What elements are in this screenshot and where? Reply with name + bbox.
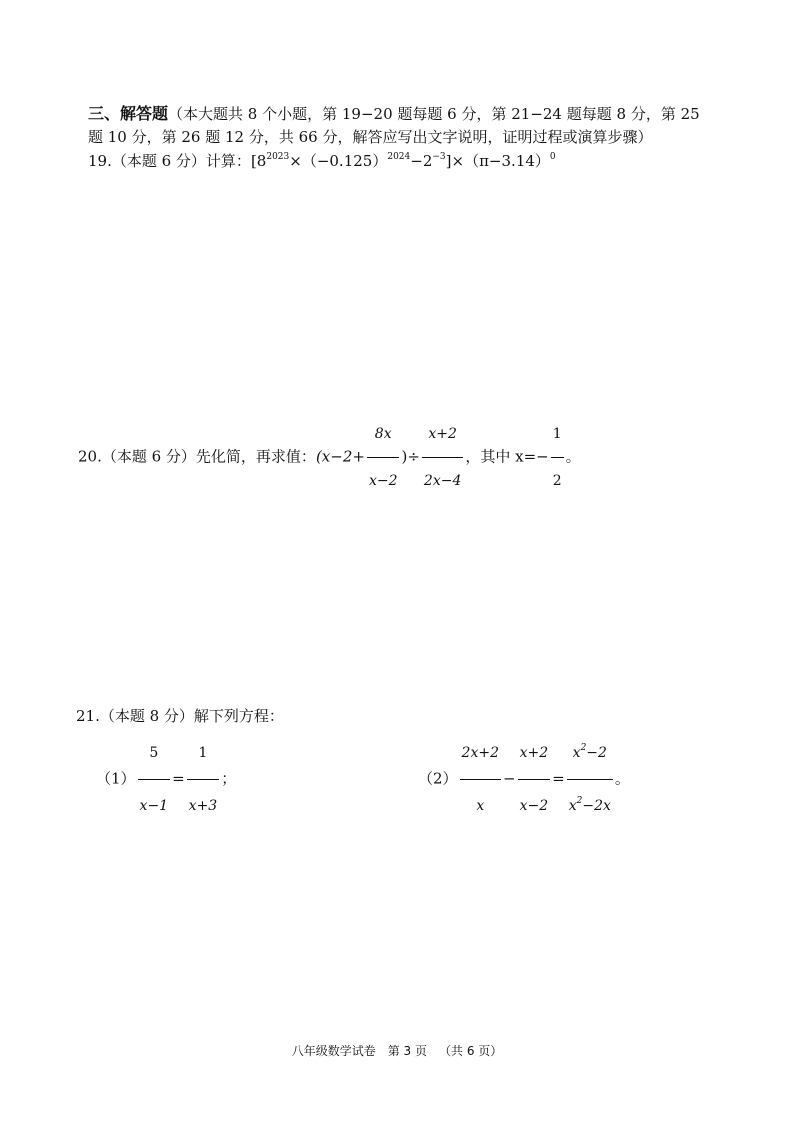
q20-where-clause: ，其中 x=− [465, 447, 549, 466]
q21-part2-term2-denominator: x−2 [518, 779, 551, 831]
section-3-header [88, 104, 700, 124]
footer-total-pages: （共 6 页） [439, 1044, 503, 1058]
q21-part2-minus: − [503, 769, 516, 788]
q21-part2-term2-numerator: x+2 [519, 745, 549, 761]
q20-paren-close-divide: )÷ [401, 447, 420, 466]
question-20-prefix: 20.（本题 6 分）先化简，再求值： [78, 447, 316, 466]
q19-term-neg-0125: ×（−0.125） [289, 152, 388, 170]
section-3-instructions-line1: （本大题共 8 个小题，第 19−20 题每题 6 分，第 21−24 题每题 8 分，第 25 [168, 105, 700, 123]
footer-page-number: 第 3 页 [387, 1044, 427, 1058]
section-3-instructions-line2: 题 10 分，第 26 题 12 分，共 66 分，解答应写出文字说明，证明过程或演算步骤） [88, 128, 653, 146]
q21-part1-rhs-fraction [187, 728, 220, 831]
q21-part2-rhs-fraction [567, 728, 613, 831]
q20-fraction-2-numerator: x+2 [428, 426, 457, 442]
q21-part2-term1-numerator: 2x+2 [461, 745, 499, 761]
q19-exponent-2024: 2024 [387, 152, 411, 162]
q21-part2-rhs-denominator [567, 779, 613, 831]
section-3-title: 三、解答题 [88, 104, 169, 123]
q21-part1-label: （1） [96, 769, 136, 788]
q21-part2-term1-denominator: x [460, 779, 501, 831]
q21-part2-equals: = [552, 769, 565, 788]
q20-fraction-8x-numerator: 8x [374, 426, 392, 442]
q19-exponent-neg3: −3 [432, 152, 446, 162]
q21-rhs-num-tail: −2 [586, 745, 607, 761]
question-19-prefix: 19.（本题 6 分）计算： [88, 152, 251, 170]
question-21-part-1 [96, 728, 236, 831]
q20-end-mark: 。 [565, 447, 581, 466]
q19-exponent-2023: 2023 [266, 152, 290, 162]
page-footer [0, 1042, 794, 1059]
q20-fraction-half-denominator: 2 [551, 457, 564, 503]
q21-part2-term1-fraction [460, 728, 501, 831]
q21-part2-term2-fraction [518, 728, 551, 831]
q19-exponent-zero: 0 [549, 152, 556, 162]
q21-part2-end: 。 [614, 769, 630, 788]
q20-fraction-2-denominator: 2x−4 [422, 457, 463, 503]
q20-fraction-half-numerator: 1 [552, 426, 562, 442]
q19-bracket-open: [8 [250, 152, 267, 170]
q21-part1-end: ； [221, 769, 237, 788]
q21-part2-rhs-numerator [567, 728, 613, 779]
q20-fraction-half [551, 412, 564, 503]
q20-fraction-x-plus-2 [422, 412, 463, 503]
q20-fraction-8x [367, 412, 400, 503]
q21-part2-label: （2） [418, 769, 458, 788]
q20-fraction-8x-denominator: x−2 [367, 457, 400, 503]
question-21-part-2 [418, 728, 630, 831]
q21-part1-lhs-denominator: x−1 [138, 779, 171, 831]
q21-rhs-den-base: x [568, 798, 577, 814]
question-21: 21.（本题 8 分）解下列方程： [76, 707, 284, 725]
q21-rhs-den-tail: −2x [582, 798, 611, 814]
question-20 [78, 412, 581, 503]
question-19 [88, 151, 556, 171]
q21-rhs-num-base: x [572, 745, 581, 761]
q21-part1-equals: = [172, 769, 185, 788]
q21-part1-lhs-numerator: 5 [149, 745, 159, 761]
q21-rhs-den-exp: 2 [576, 796, 583, 806]
q19-term-2: −2 [410, 152, 433, 170]
q19-bracket-close-pi: ]×（π−3.14） [445, 152, 550, 170]
q21-part1-rhs-numerator: 1 [198, 745, 208, 761]
q21-rhs-num-exp: 2 [580, 743, 587, 753]
q20-paren-open: (x−2+ [315, 447, 365, 466]
q21-part1-rhs-denominator: x+3 [187, 779, 220, 831]
q21-part1-lhs-fraction [138, 728, 171, 831]
footer-exam-title: 八年级数学试卷 [291, 1044, 376, 1058]
